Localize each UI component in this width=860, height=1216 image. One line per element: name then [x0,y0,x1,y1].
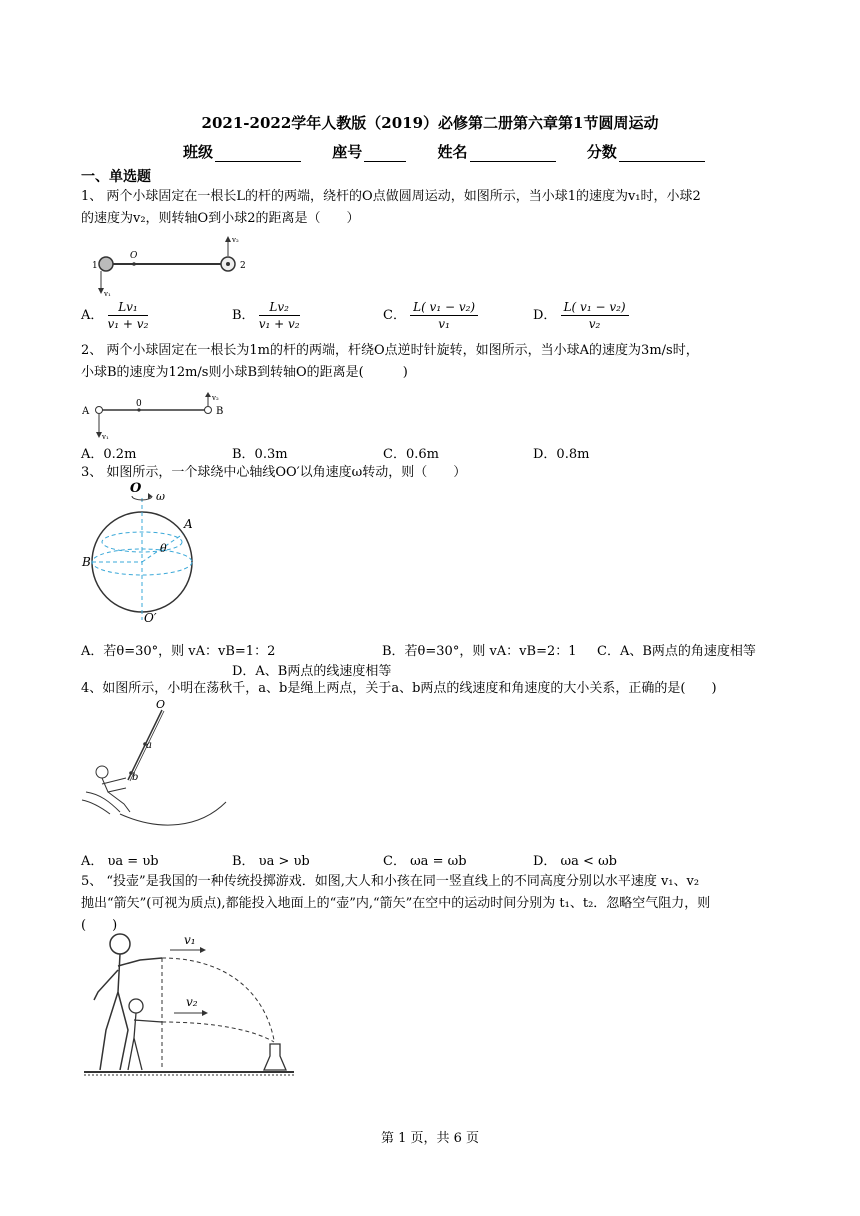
question-1-line-2: 的速度为v₂，则转轴O到小球2的距离是（ ） [81,211,360,226]
q1-d-numerator: L( v₁ − v₂) [561,300,629,316]
q2-option-c[interactable]: C．0.6m [383,447,439,462]
q1-b-numerator: Lv₂ [259,300,300,316]
name-label: 姓名 [437,143,468,161]
question-5-line-3: ( ) [81,918,118,933]
question-5-line-2: 抛出“箭矢”(可视为质点),都能投入地面上的“壶”内,“箭矢”在空中的运动时间分别为 t₁、t₂．忽略空气阻力，则 [81,896,711,911]
q1-c-denominator: v₁ [438,317,450,331]
q1-option-b-label: B． [232,308,255,323]
name-blank[interactable] [470,146,556,162]
q1-option-a-fraction [108,300,149,331]
q3-option-d[interactable]: D．A、B两点的线速度相等 [232,664,392,679]
fig1-pivot-label: O [130,251,138,261]
question-5-line-1: 5、 “投壶”是我国的一种传统投掷游戏．如图,大人和小孩在同一竖直线上的不同高度分别以水平速度 v₁、v₂ [81,874,700,889]
q2-option-a[interactable]: A．0.2m [81,447,137,462]
question-2-figure [82,392,242,442]
page-number: 第 1 页，共 6 页 [380,1131,480,1146]
fig5-v2-label: v₂ [186,995,198,1009]
q1-option-b[interactable] [232,300,300,331]
fig4-o-label: O [156,698,166,711]
q4-option-c[interactable]: C． ωa = ωb [383,854,467,869]
q1-option-d-label: D． [533,308,557,323]
question-2-line-2: 小球B的速度为12m/s则小球B到转轴O的距离是( ) [81,365,408,380]
fig1-v1-label: v₁ [104,290,111,298]
q2-option-b[interactable]: B．0.3m [232,447,288,462]
q3-option-b[interactable]: B．若θ=30°，则 vA：vB=2：1 [382,644,577,659]
question-2-text [81,340,801,384]
q1-option-a[interactable] [81,300,148,331]
q1-option-d[interactable] [533,300,629,331]
score-blank[interactable] [619,146,705,162]
question-5-text [81,871,801,937]
q1-option-b-fraction [259,300,300,331]
q4-option-d[interactable]: D． ωa < ωb [533,854,617,869]
fig2-b-label: B [216,406,224,417]
fig1-ball2-label: 2 [240,261,246,271]
q1-option-c-fraction [410,300,478,331]
fig3-b-label: B [82,555,91,569]
question-3-figure [80,480,210,630]
seat-label: 座号 [332,143,363,161]
q3-option-a[interactable]: A．若θ=30°，则 vA：vB=1：2 [81,644,276,659]
question-4-figure [80,696,230,830]
q1-b-denominator: v₁ + v₂ [258,317,300,331]
question-5-figure [84,930,304,1090]
fig3-o-label: O [130,481,142,496]
fig4-a-label: a [146,740,152,751]
question-1-figure [82,232,252,300]
q3-option-c[interactable]: C．A、B两点的角速度相等 [597,644,756,659]
q4-option-b[interactable]: B． υa > υb [232,854,310,869]
fig2-v1-label: v₁ [102,433,109,441]
q4-option-a[interactable]: A． υa = υb [81,854,159,869]
section-heading: 一、单选题 [81,169,151,185]
fig2-v2-label: v₂ [212,394,219,402]
fig3-oprime-label: O′ [144,611,157,625]
q1-d-denominator: v₂ [588,317,601,331]
seat-blank[interactable] [364,146,406,162]
q1-option-c[interactable] [383,300,478,331]
fig1-ball1-label: 1 [92,261,98,271]
score-label: 分数 [586,143,617,161]
student-info-line [183,141,731,162]
class-label: 班级 [183,143,214,161]
page-title: 2021-2022学年人教版（2019）必修第二册第六章第1节圆周运动 [201,114,659,132]
fig4-b-label: b [132,772,139,783]
q1-a-denominator: v₁ + v₂ [107,317,149,331]
q1-a-numerator: Lv₁ [108,300,149,316]
fig3-a-label: A [184,517,193,531]
fig2-a-label: A [82,406,90,417]
q1-c-numerator: L( v₁ − v₂) [410,300,478,316]
fig2-o-label: 0 [136,399,142,409]
class-blank[interactable] [215,146,301,162]
q1-option-c-label: C． [383,308,406,323]
question-4-text: 4、如图所示，小明在荡秋千，a、b是绳上两点，关于a、b两点的线速度和角速度的大小关系，正确的是( ) [81,681,717,696]
question-2-line-1: 2、 两个小球固定在一根长为1m的杆的两端，杆绕O点逆时针旋转，如图所示，当小球A的速度为3m/s时， [81,343,699,358]
fig1-v2-label: v₂ [232,236,239,244]
fig3-theta-label: θ [160,542,167,555]
question-1-line-1: 1、 两个小球固定在一根长L的杆的两端，绕杆的O点做圆周运动，如图所示，当小球1的速度为v₁时，小球2 [81,189,701,204]
question-1-text [81,186,801,230]
q2-option-d[interactable]: D．0.8m [533,447,590,462]
q1-option-d-fraction [561,300,629,331]
q1-option-a-label: A． [81,308,104,323]
fig5-v1-label: v₁ [184,933,196,947]
fig3-omega-label: ω [156,490,165,503]
question-3-text: 3、 如图所示，一个球绕中心轴线OO′以角速度ω转动，则（ ） [81,465,467,480]
